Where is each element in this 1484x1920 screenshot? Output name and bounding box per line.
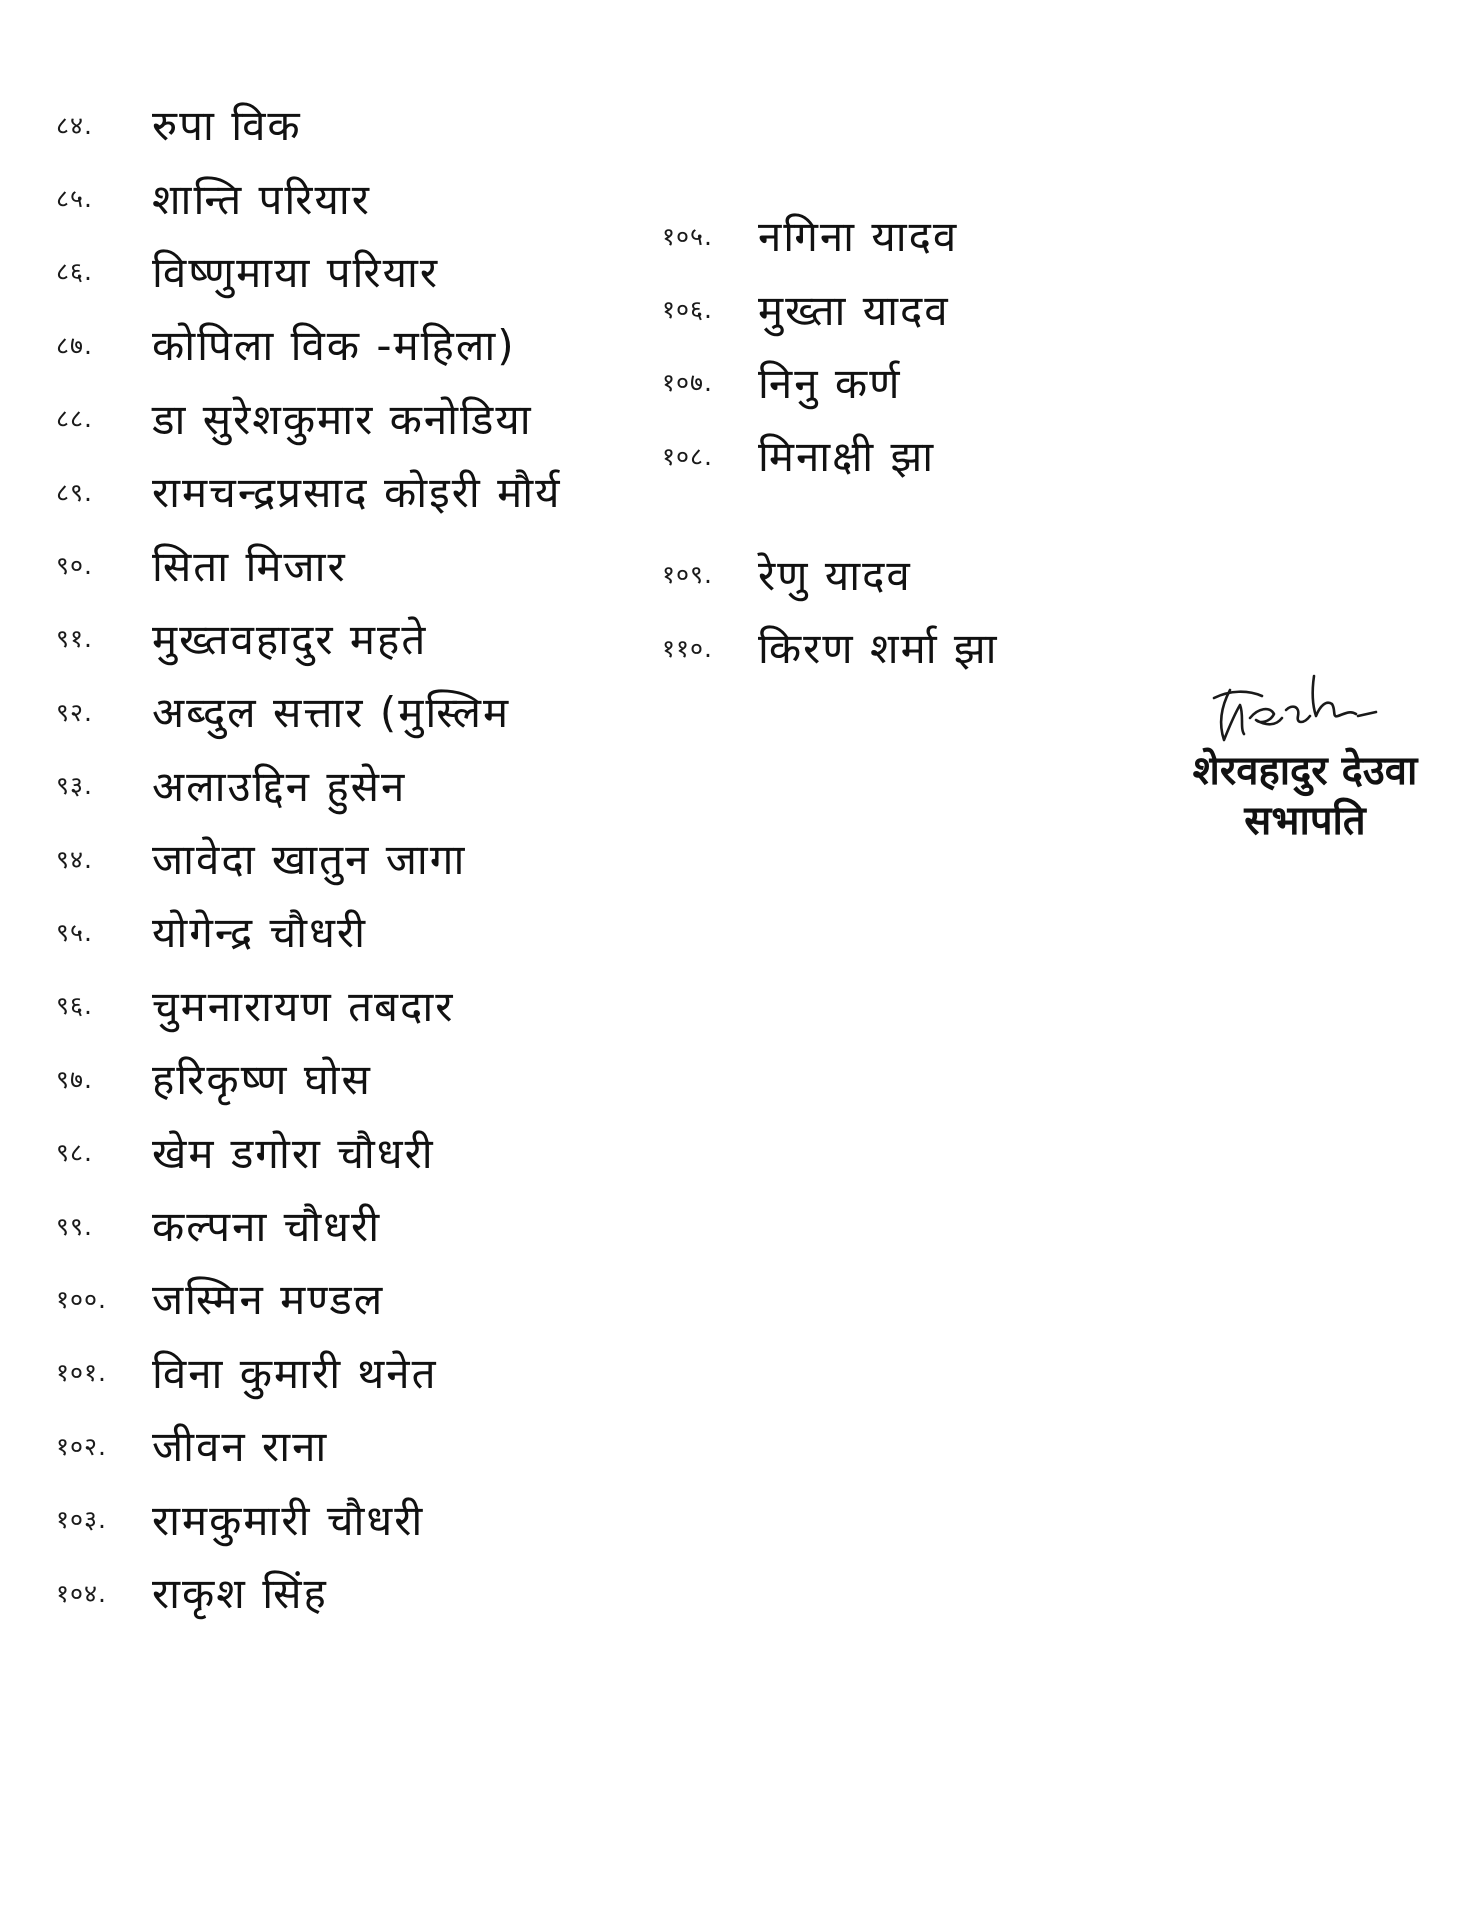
item-number: ९३. (56, 771, 93, 801)
item-number: १०९. (662, 560, 713, 590)
list-item (56, 1556, 656, 1629)
item-number: ९०. (56, 551, 93, 581)
list-item (56, 1042, 656, 1115)
item-number: १००. (56, 1284, 107, 1314)
member-name: मुख्ता यादव (758, 285, 950, 335)
list-item (56, 675, 656, 748)
list-item (662, 538, 1122, 611)
member-name: शान्ति परियार (152, 174, 371, 224)
item-number: १०५. (662, 221, 713, 251)
item-number: ९७. (56, 1064, 93, 1094)
list-item (56, 1409, 656, 1482)
member-name: रेणु यादव (758, 550, 912, 600)
member-list-left (56, 88, 656, 1629)
list-item (56, 969, 656, 1042)
item-number: ९५. (56, 917, 93, 947)
member-name: जीवन राना (152, 1422, 329, 1472)
item-number: १०१. (56, 1358, 107, 1388)
item-number: ९२. (56, 697, 93, 727)
item-number: ९४. (56, 844, 93, 874)
item-number: १०२. (56, 1431, 107, 1461)
member-name: अब्दुल सत्तार (मुस्लिम (152, 688, 511, 738)
item-number: ९१. (56, 624, 93, 654)
item-number: ९८. (56, 1138, 93, 1168)
list-item (56, 602, 656, 675)
member-list-right (662, 199, 1122, 684)
handwritten-signature (1200, 660, 1400, 750)
item-number: ९६. (56, 991, 93, 1021)
list-item (662, 419, 1122, 492)
item-number: ८८. (56, 404, 93, 434)
member-name: किरण शर्मा झा (758, 624, 999, 674)
list-item (56, 88, 656, 161)
item-number: १०४. (56, 1578, 107, 1608)
list-item (662, 199, 1122, 272)
list-item (56, 1262, 656, 1335)
member-name: विष्णुमाया परियार (152, 247, 440, 297)
list-item (56, 235, 656, 308)
list-item (56, 1336, 656, 1409)
list-item (56, 822, 656, 895)
member-name: चुमनारायण तबदार (152, 981, 455, 1031)
member-name: मिनाक्षी झा (758, 432, 936, 482)
member-name: रामचन्द्रप्रसाद कोइरी मौर्य (152, 468, 562, 518)
member-name: जस्मिन मण्डल (152, 1275, 385, 1325)
list-item (56, 1482, 656, 1555)
member-name: अलाउद्दिन हुसेन (152, 761, 407, 811)
item-number: ८६. (56, 257, 93, 287)
member-name: डा सुरेशकुमार कनोडिया (152, 394, 533, 444)
member-name: रुपा विक (152, 101, 302, 151)
member-name: रामकुमारी चौधरी (152, 1495, 425, 1545)
list-item (56, 1115, 656, 1188)
member-name: विना कुमारी थनेत (152, 1348, 438, 1398)
item-number: ९९. (56, 1211, 93, 1241)
item-number: ८९. (56, 477, 93, 507)
list-item (56, 308, 656, 381)
list-item (56, 455, 656, 528)
list-item (56, 749, 656, 822)
member-name: कल्पना चौधरी (152, 1202, 382, 1252)
member-name: कोपिला विक -महिला) (152, 321, 516, 371)
member-name: निनु कर्ण (758, 358, 902, 408)
list-item (56, 161, 656, 234)
item-number: १०७. (662, 368, 713, 398)
signer-title: सभापति (1244, 798, 1366, 844)
list-item (56, 528, 656, 601)
list-item (662, 272, 1122, 345)
list-item (662, 346, 1122, 419)
list-gap (662, 493, 1122, 538)
list-item (56, 895, 656, 968)
member-name: नगिना यादव (758, 212, 959, 262)
member-name: मुख्तवहादुर महते (152, 614, 428, 664)
member-name: जावेदा खातुन जागा (152, 835, 467, 885)
item-number: १०८. (662, 441, 713, 471)
list-item (56, 1189, 656, 1262)
member-name: खेम डगोरा चौधरी (152, 1128, 435, 1178)
item-number: ११०. (662, 633, 713, 663)
signature-block (1170, 660, 1440, 846)
signer-name: शेरवहादुर देउवा (1192, 748, 1418, 794)
item-number: ८५. (56, 184, 93, 214)
item-number: ८७. (56, 330, 93, 360)
member-name: हरिकृष्ण घोस (152, 1055, 372, 1105)
list-item (662, 611, 1122, 684)
list-item (56, 382, 656, 455)
member-name: सिता मिजार (152, 541, 347, 591)
item-number: १०६. (662, 295, 713, 325)
member-name: योगेन्द्र चौधरी (152, 908, 367, 958)
item-number: १०३. (56, 1505, 107, 1535)
item-number: ८४. (56, 110, 93, 140)
member-name: राकृश सिंह (152, 1569, 328, 1618)
